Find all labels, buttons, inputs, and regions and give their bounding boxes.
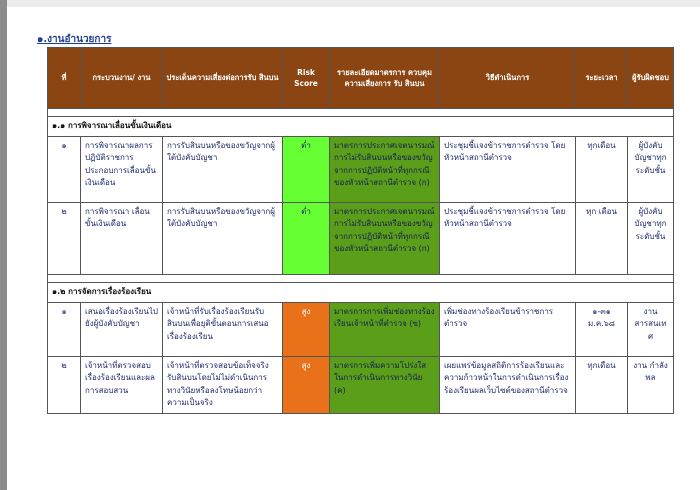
- section-heading: ๑.งานอำนวยการ: [37, 34, 112, 45]
- cell-method: เพิ่มช่องทางร้องเรียนข้าราชการตำรวจ: [440, 303, 576, 357]
- cell-period: ทุกเดือน: [576, 357, 628, 414]
- table-row: [48, 357, 674, 414]
- cell-no: ๒: [48, 357, 81, 414]
- cell-owner: ผู้บังคับบัญชาทุกระดับชั้น: [628, 203, 674, 275]
- table-row: [48, 203, 674, 275]
- cell-method: ประชุมชี้แจงข้าราชการตำรวจ โดยหัวหน้าสถานีตำรวจ: [440, 203, 576, 275]
- cell-method: เผยแพร่ข้อมูลสถิติการร้องเรียนและความก้าวหน้าในการดำเนินการเรื่องร้องเรียนผลเว็บไซต์ของสถานีตำรวจ: [440, 357, 576, 414]
- cell-risk-event: การรับสินบนหรือของขวัญจากผู้ใต้บังคับบัญชา: [163, 203, 283, 275]
- cell-owner: งาน กำลังพล: [628, 357, 674, 414]
- cell-risk-score-high: สูง: [283, 303, 330, 357]
- cell-risk-event: เจ้าหน้าที่ตรวจสอบข้อเท็จจริง รับสินบนโดยไม่ไม่ดำเนินการทางวินัยหรือลงโทษน้อยกว่าความเป็นจริง: [163, 357, 283, 414]
- viewer-left-margin: [0, 0, 7, 490]
- spacer-cell: [48, 275, 674, 283]
- cell-owner: ผู้บังคับบัญชาทุกระดับชั้น: [628, 137, 674, 203]
- header-process: กระบวนงาน/ งาน: [81, 48, 163, 109]
- header-period: ระยะเวลา: [576, 48, 628, 109]
- header-no: ที่: [48, 48, 81, 109]
- cell-control-measures: มาตรการการเพิ่มช่องทางร้องเรียนเจ้าหน้าที่ตำรวจ (ข): [330, 303, 440, 357]
- cell-period: ๑-๓๑ ม.ค.๖๘: [576, 303, 628, 357]
- section-title: ๑.๑ การพิจารณาเลื่อนขั้นเงินเดือน: [48, 117, 674, 137]
- cell-period: ทุกเดือน: [576, 137, 628, 203]
- risk-control-table: [47, 47, 674, 414]
- cell-control-measures: มาตรการเพิ่มความโปร่งใสในการดำเนินการทางวินัย (ค): [330, 357, 440, 414]
- spacer-row: [48, 275, 674, 283]
- cell-process: การพิจารณาผลการปฏิบัติราชการประกอบการเลื่อนขั้นเงินเดือน: [81, 137, 163, 203]
- cell-risk-score-low: ต่ำ: [283, 203, 330, 275]
- cell-risk-score-low: ต่ำ: [283, 137, 330, 203]
- section-row: [48, 117, 674, 137]
- cell-process: เจ้าหน้าที่ตรวจสอบเรื่องร้องเรียนและผลการสอบสวน: [81, 357, 163, 414]
- cell-no: ๑: [48, 303, 81, 357]
- header-method: วิธีดำเนินการ: [440, 48, 576, 109]
- cell-risk-event: การรับสินบนหรือของขวัญจากผู้ใต้บังคับบัญชา: [163, 137, 283, 203]
- section-title: ๑.๒ การจัดการเรื่องร้องเรียน: [48, 283, 674, 303]
- cell-process: การพิจารณา เลื่อนขั้นเงินเดือน: [81, 203, 163, 275]
- cell-method: ประชุมชี้แจงข้าราชการตำรวจ โดยหัวหน้าสถานีตำรวจ: [440, 137, 576, 203]
- cell-control-measures: มาตรการประกาศเจตนารมณ์การไม่รับสินบนหรือของขวัญจากการปฏิบัติหน้าที่ทุกกรณีของหัวหน้าสถานีตำรวจ (ก): [330, 203, 440, 275]
- header-risk-score: Risk Score: [283, 48, 330, 109]
- spacer-row: [48, 109, 674, 117]
- cell-no: ๑: [48, 137, 81, 203]
- cell-risk-event: เจ้าหน้าที่รับเรื่องร้องเรียนรับสินบนเพื่อยุติขั้นตอนการเสนอเรื่องร้องเรียน: [163, 303, 283, 357]
- cell-risk-score-high: สูง: [283, 357, 330, 414]
- cell-process: เสนอเรื่องร้องเรียนไปยังผู้บังคับบัญชา: [81, 303, 163, 357]
- table-header-row: [48, 48, 674, 109]
- page-top-edge: [0, 0, 700, 7]
- table-row: [48, 137, 674, 203]
- cell-period: ทุก เดือน: [576, 203, 628, 275]
- section-row: [48, 283, 674, 303]
- cell-control-measures: มาตรการประกาศเจตนารมณ์การไม่รับสินบนหรือของขวัญจากการปฏิบัติหน้าที่ทุกกรณีของหัวหน้าสถานีตำรวจ (ก): [330, 137, 440, 203]
- header-risk-event: ประเด็นความเสี่ยงต่อการรับ สินบน: [163, 48, 283, 109]
- cell-no: ๒: [48, 203, 81, 275]
- table-row: [48, 303, 674, 357]
- header-owner: ผู้รับผิดชอบ: [628, 48, 674, 109]
- cell-owner: งาน สารสนเทศ: [628, 303, 674, 357]
- spacer-cell: [48, 109, 674, 117]
- header-control-measures: รายละเอียดมาตรการ ควบคุมความเสี่ยงการ รับ สินบน: [330, 48, 440, 109]
